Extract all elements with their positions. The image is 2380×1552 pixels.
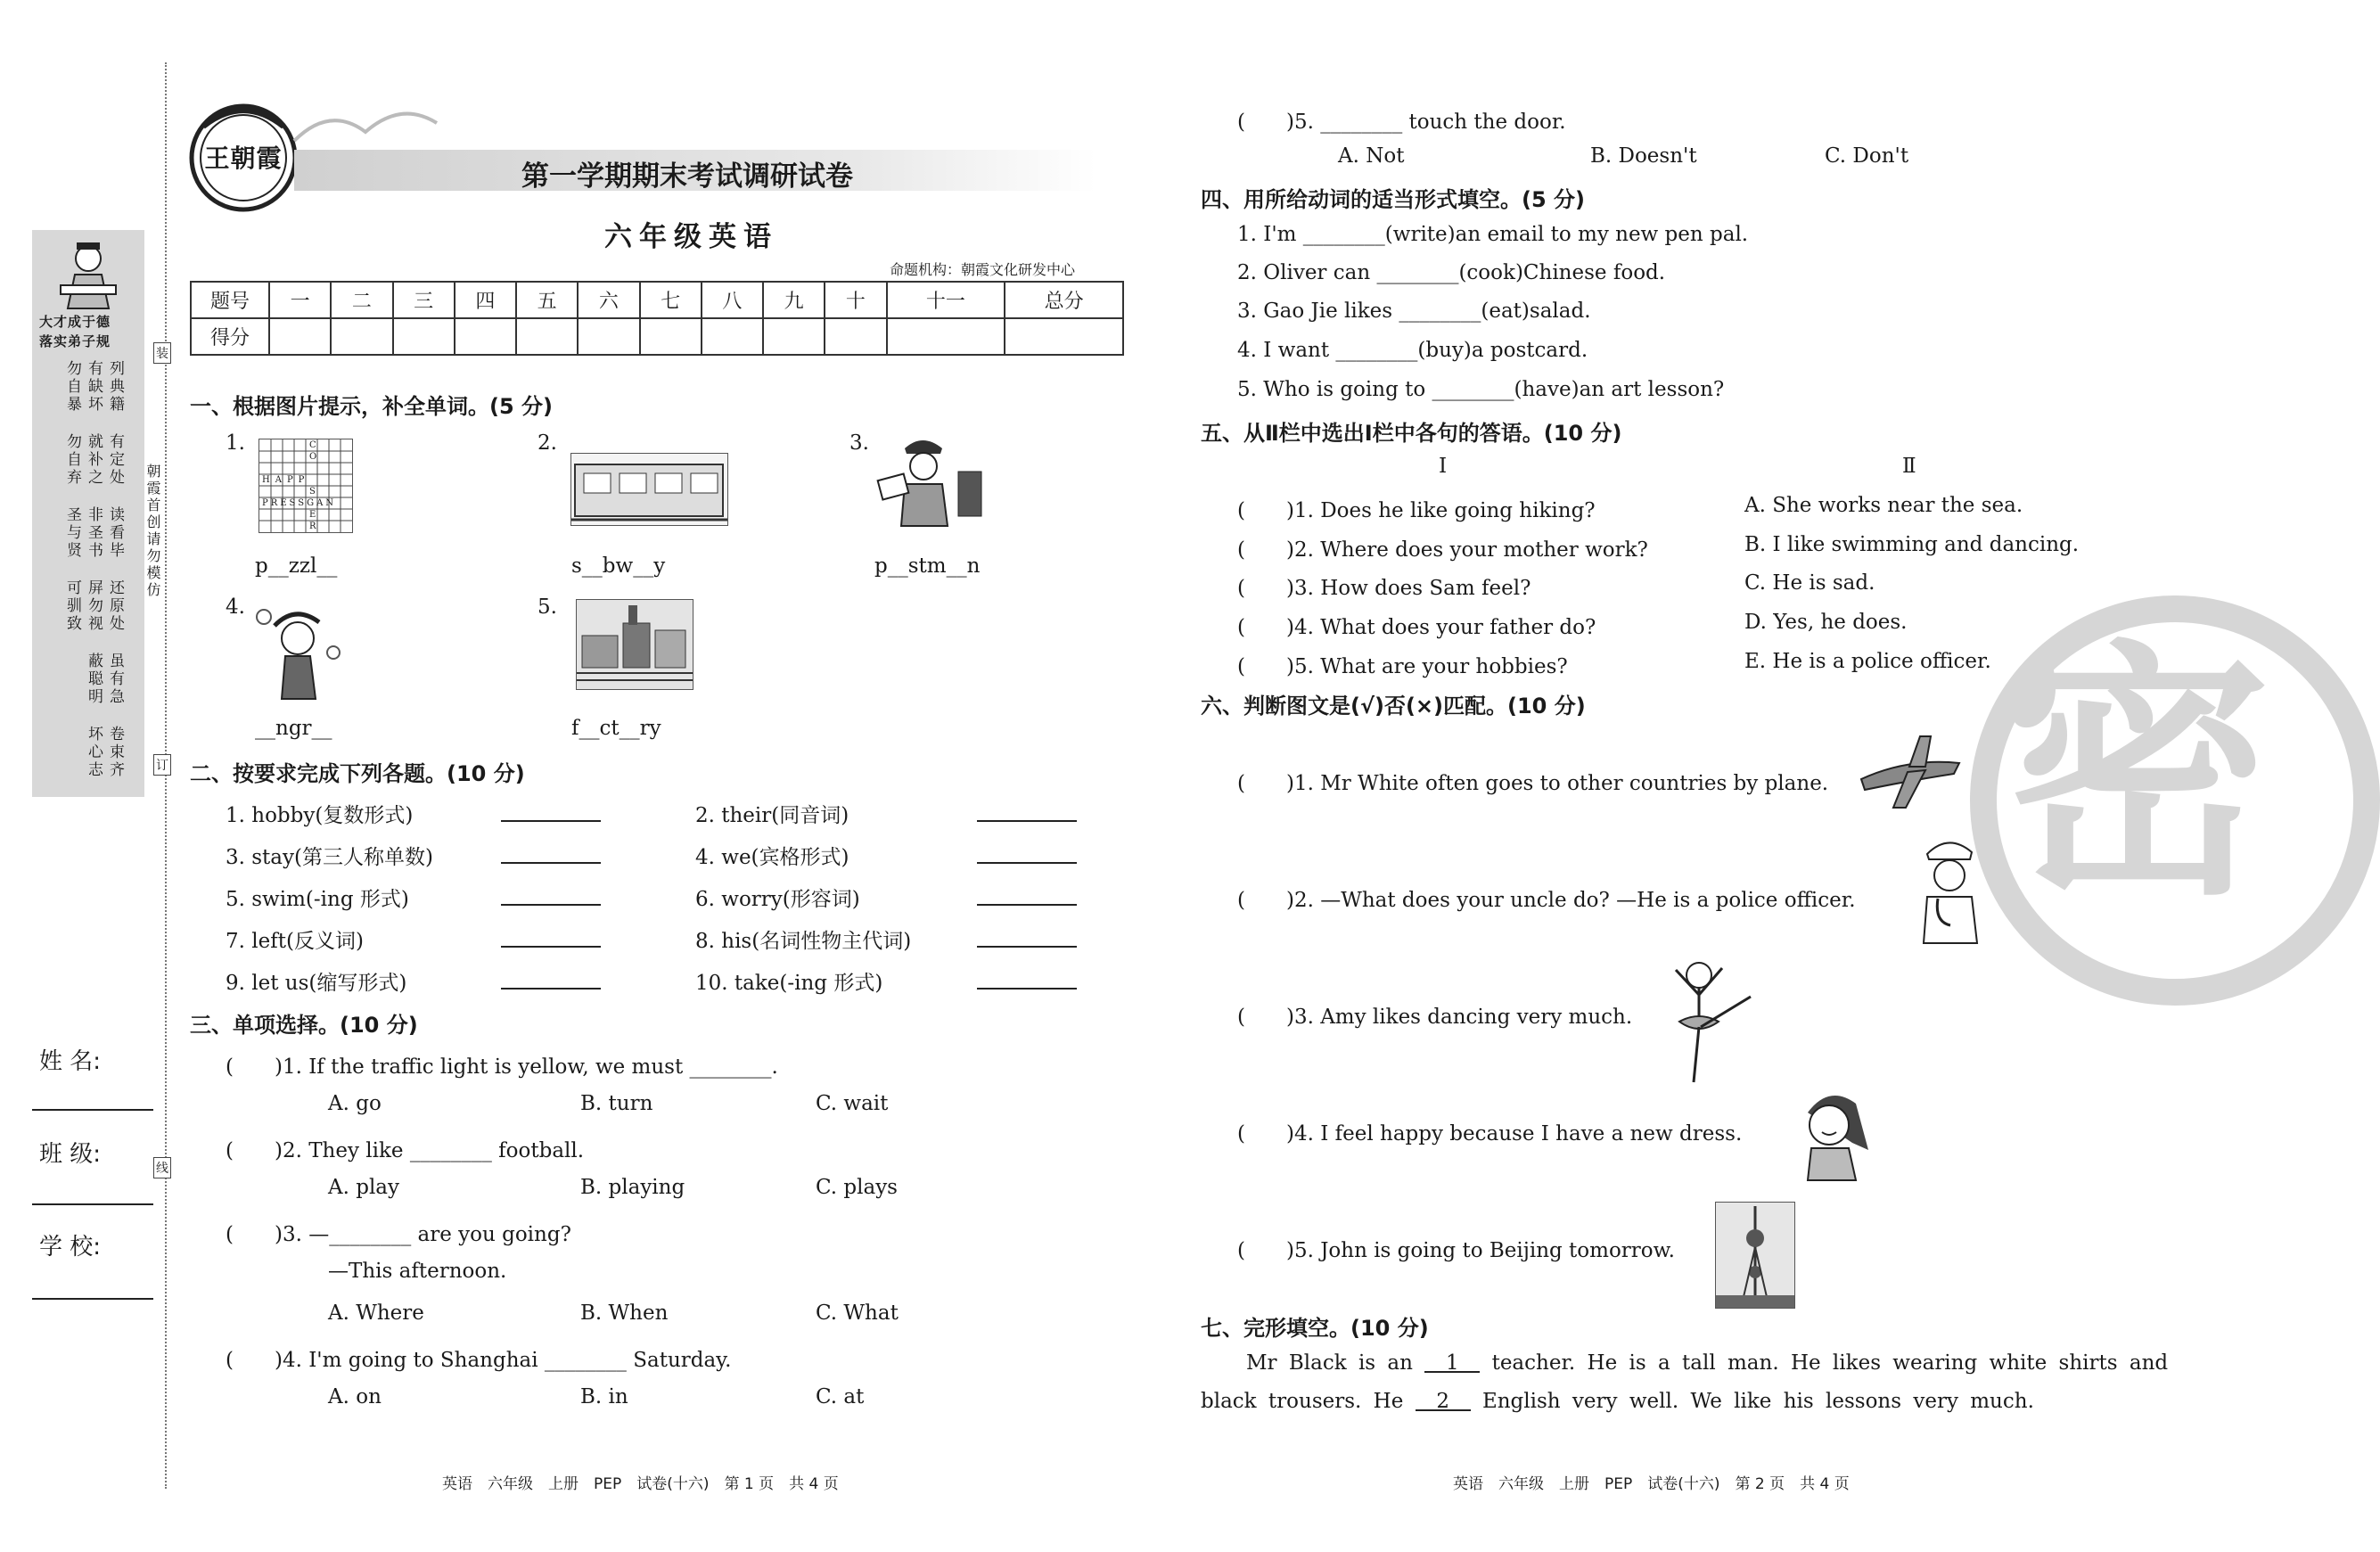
score-cell[interactable] [825,318,886,355]
score-cell[interactable] [455,318,516,355]
s3-question: ( )4. I'm going to Shanghai ________ Saturday. [226,1349,732,1372]
happy-girl-picture [1790,1080,1875,1180]
s3-option[interactable]: C. wait [816,1092,889,1115]
cloze-line-2 [1201,1390,2034,1413]
s3-question: ( )2. They like ________ football. [226,1139,585,1162]
score-cell[interactable] [887,318,1005,355]
compiler-org: 命题机构：朝霞文化研发中心 [890,261,1076,278]
brand-logo [185,100,301,216]
motto-col: 列典籍 [106,360,124,414]
s3-option[interactable]: C. Don't [1825,144,1909,168]
s2-item: 3. stay(第三人称单数) [226,846,433,869]
cut-mark-xian: 线 [153,1157,171,1178]
motto-col: 可驯致 [63,579,81,633]
s4-item: 4. I want ________(buy)a postcard. [1237,339,1588,362]
s5-answer: E. He is a police officer. [1744,650,1991,673]
s3-option[interactable]: A. play [328,1176,400,1199]
s5-question: ( )3. How does Sam feel? [1237,577,1531,600]
score-col-header: 九 [763,282,825,318]
s5-question: ( )1. Does he like going hiking? [1237,499,1596,522]
puzzle-letter: O [309,452,317,462]
score-cell[interactable] [763,318,825,355]
section-3-heading: 三、单项选择。(10 分) [190,1013,418,1038]
s1-num: 2. [538,431,557,455]
s1-word: s__bw__y [571,554,666,578]
s4-item: 1. I'm ________(write)an email to my new pen pal. [1237,223,1749,246]
section-5-heading: 五、从Ⅱ栏中选出Ⅰ栏中各句的答语。(10 分) [1201,421,1622,446]
dancer-picture [1667,956,1756,1086]
footer-left: 英语 六年级 上册 PEP 试卷(十六) 第 1 页 共 4 页 [442,1475,839,1493]
motto-col: 有缺坏 [85,360,103,414]
s4-item: 3. Gao Jie likes ________(eat)salad. [1237,300,1591,323]
s3-option[interactable]: C. What [816,1302,899,1325]
score-col-header: 五 [516,282,578,318]
binding-dotted-line [165,62,167,1489]
answer-line[interactable] [977,946,1077,948]
tv-tower-picture [1715,1202,1795,1309]
section-2-heading: 二、按要求完成下列各题。(10 分) [190,761,525,786]
s3-question-answer: —This afternoon. [328,1260,507,1283]
motto-col: 还原处 [106,579,124,633]
cloze-blank-number: 1 [1445,1351,1459,1375]
subway-picture [570,453,728,526]
name-field[interactable] [32,1109,153,1111]
s6-item: ( )5. John is going to Beijing tomorrow. [1237,1239,1675,1262]
s2-item: 2. their(同音词) [695,804,849,827]
section-7-heading: 七、完形填空。(10 分) [1201,1316,1429,1341]
answer-line[interactable] [501,862,601,864]
score-cell[interactable] [1005,318,1123,355]
s3-option[interactable]: B. turn [580,1092,653,1115]
s1-word: __ngr__ [255,717,332,740]
motto-col: 勿自弃 [63,433,81,487]
factory-picture [576,599,693,690]
s2-item: 4. we(宾格形式) [695,846,849,869]
page-title: 第一学期期末考试调研试卷 [521,160,853,193]
cut-mark-zhuang: 装 [153,342,171,364]
puzzle-letter: E [309,510,316,520]
motto-col: 就补之 [85,433,103,487]
s1-num: 3. [849,431,869,455]
cloze-blank[interactable] [1424,1351,1480,1373]
score-col-header: 三 [393,282,455,318]
s3-option[interactable]: A. Where [328,1302,424,1325]
score-cell[interactable] [640,318,702,355]
airplane-picture [1854,731,1966,811]
s2-item: 10. take(-ing 形式) [695,972,883,995]
name-label: 姓 名: [39,1048,102,1075]
doctor-picture [1915,833,1984,943]
class-field[interactable] [32,1203,153,1205]
s1-word: p__zzl__ [255,554,338,578]
motto-col: 卷束齐 [106,726,124,779]
score-col-header: 二 [331,282,392,318]
section-4-heading: 四、用所给动词的适当形式填空。(5 分) [1201,187,1585,212]
motto-title-1: 大才成于德 [39,314,111,330]
motto-col: 坏心志 [85,726,103,779]
score-cell[interactable] [331,318,392,355]
cloze-text: English very well. We like his lessons very much. [1481,1390,2034,1413]
s5-column-1-label: Ⅰ [1439,455,1448,478]
motto-col: 非圣书 [85,506,103,560]
score-cell[interactable] [269,318,331,355]
score-col-header: 十一 [887,282,1005,318]
s5-question: ( )2. Where does your mother work? [1237,538,1648,562]
angry-boy-picture [255,599,344,704]
footer-right: 英语 六年级 上册 PEP 试卷(十六) 第 2 页 共 4 页 [1453,1475,1850,1493]
cloze-text: teacher. He is a tall man. He likes wearing white shirts and [1491,1351,2169,1375]
motto-col: 蔽聪明 [85,653,103,706]
s1-num: 1. [226,431,245,455]
s3-option[interactable]: B. Doesn't [1590,144,1697,168]
row-label-number: 题号 [191,282,269,318]
puzzle-letter: C [309,440,316,450]
score-col-header: 四 [455,282,516,318]
s4-item: 5. Who is going to ________(have)an art lesson? [1237,378,1725,401]
s3-option[interactable]: C. at [816,1385,865,1408]
section-6-heading: 六、判断图文是(√)否(×)匹配。(10 分) [1201,694,1586,719]
s6-item: ( )2. —What does your uncle do? —He is a police officer. [1237,889,1856,912]
s5-answer: C. He is sad. [1744,571,1875,595]
motto-col: 圣与贤 [63,506,81,560]
answer-line[interactable] [977,820,1077,822]
score-col-header: 七 [640,282,702,318]
s3-option[interactable]: A. go [328,1092,382,1115]
answer-line[interactable] [501,946,601,948]
s5-answer: A. She works near the sea. [1744,494,2023,517]
s6-item: ( )1. Mr White often goes to other countries by plane. [1237,772,1829,795]
s2-item: 5. swim(-ing 形式) [226,888,409,911]
puzzle-picture [259,439,353,533]
cloze-text: black trousers. He [1201,1390,1404,1413]
s1-num: 5. [538,595,557,619]
score-cell[interactable] [516,318,578,355]
score-table [190,281,1124,356]
s1-num: 4. [226,595,245,619]
answer-line[interactable] [977,862,1077,864]
puzzle-letter: S [309,487,316,497]
cloze-line-1 [1246,1351,2168,1375]
s3-question: ( )1. If the traffic light is yellow, we must ________. [226,1055,778,1079]
answer-line[interactable] [501,820,601,822]
cloze-blank[interactable] [1416,1390,1471,1411]
s3-option[interactable]: B. playing [580,1176,685,1199]
s3-option[interactable]: B. in [580,1385,628,1408]
answer-line[interactable] [501,988,601,990]
scholar-illustration [57,239,119,310]
motto-panel [32,230,144,797]
s2-item: 1. hobby(复数形式) [226,804,414,827]
s5-question: ( )4. What does your father do? [1237,616,1596,639]
score-cell[interactable] [702,318,763,355]
score-col-header: 十 [825,282,886,318]
s2-item: 8. his(名词性物主代词) [695,930,912,953]
score-cell[interactable] [393,318,455,355]
cloze-blank-number: 2 [1436,1390,1449,1413]
score-col-header: 一 [269,282,331,318]
cloze-text: Mr Black is an [1246,1351,1413,1375]
s2-item: 7. left(反义词) [226,930,364,953]
s5-answer: D. Yes, he does. [1744,611,1908,634]
s3-option[interactable]: A. Not [1338,144,1405,168]
s3-option[interactable]: B. When [580,1302,669,1325]
answer-line[interactable] [977,904,1077,906]
score-col-header: 八 [702,282,763,318]
score-col-header: 六 [578,282,639,318]
puzzle-letter: PRESSGAN [262,498,337,508]
cut-mark-ding: 订 [153,754,171,776]
s5-question: ( )5. What are your hobbies? [1237,655,1568,678]
motto-col: 有定处 [106,433,124,487]
s1-word: p__stm__n [874,554,981,578]
motto-col: 读看毕 [106,506,124,560]
puzzle-letter: R [309,521,316,531]
school-field[interactable] [32,1298,153,1300]
motto-col: 屏勿视 [85,579,103,633]
s3-question: ( )5. ________ touch the door. [1237,111,1566,134]
s2-item: 6. worry(形容词) [695,888,860,911]
s2-item: 9. let us(缩写形式) [226,972,407,995]
row-label-score: 得分 [191,318,269,355]
motto-col: 勿自暴 [63,360,81,414]
class-label: 班 级: [39,1141,102,1168]
answer-line[interactable] [977,988,1077,990]
s3-option[interactable]: A. on [328,1385,382,1408]
s3-option[interactable]: C. plays [816,1176,898,1199]
motto-col: 虽有急 [106,653,124,706]
section-1-heading: 一、根据图片提示，补全单词。(5 分) [190,394,553,419]
score-col-header: 总分 [1005,282,1123,318]
page-subtitle: 六年级英语 [604,221,778,253]
motto-title-2: 落实弟子规 [39,333,111,349]
postman-picture [878,432,989,526]
s1-word: f__ct__ry [571,717,661,740]
s6-item: ( )3. Amy likes dancing very much. [1237,1006,1633,1029]
score-cell[interactable] [578,318,639,355]
answer-line[interactable] [501,904,601,906]
s5-answer: B. I like swimming and dancing. [1744,533,2080,556]
brand-logo-text: 王朝霞 [204,144,283,173]
s4-item: 2. Oliver can ________(cook)Chinese food. [1237,261,1666,284]
ribbon-decoration [294,96,437,150]
puzzle-letter: HAPP [262,475,310,485]
s6-item: ( )4. I feel happy because I have a new dress. [1237,1122,1743,1146]
s3-question: ( )3. —________ are you going? [226,1223,571,1246]
s5-column-2-label: Ⅱ [1902,455,1916,478]
school-label: 学 校: [39,1234,102,1260]
confidential-watermark-text: 密 [2004,620,2271,931]
copyright-vertical-note: 朝霞首创请勿模仿 [144,464,161,599]
